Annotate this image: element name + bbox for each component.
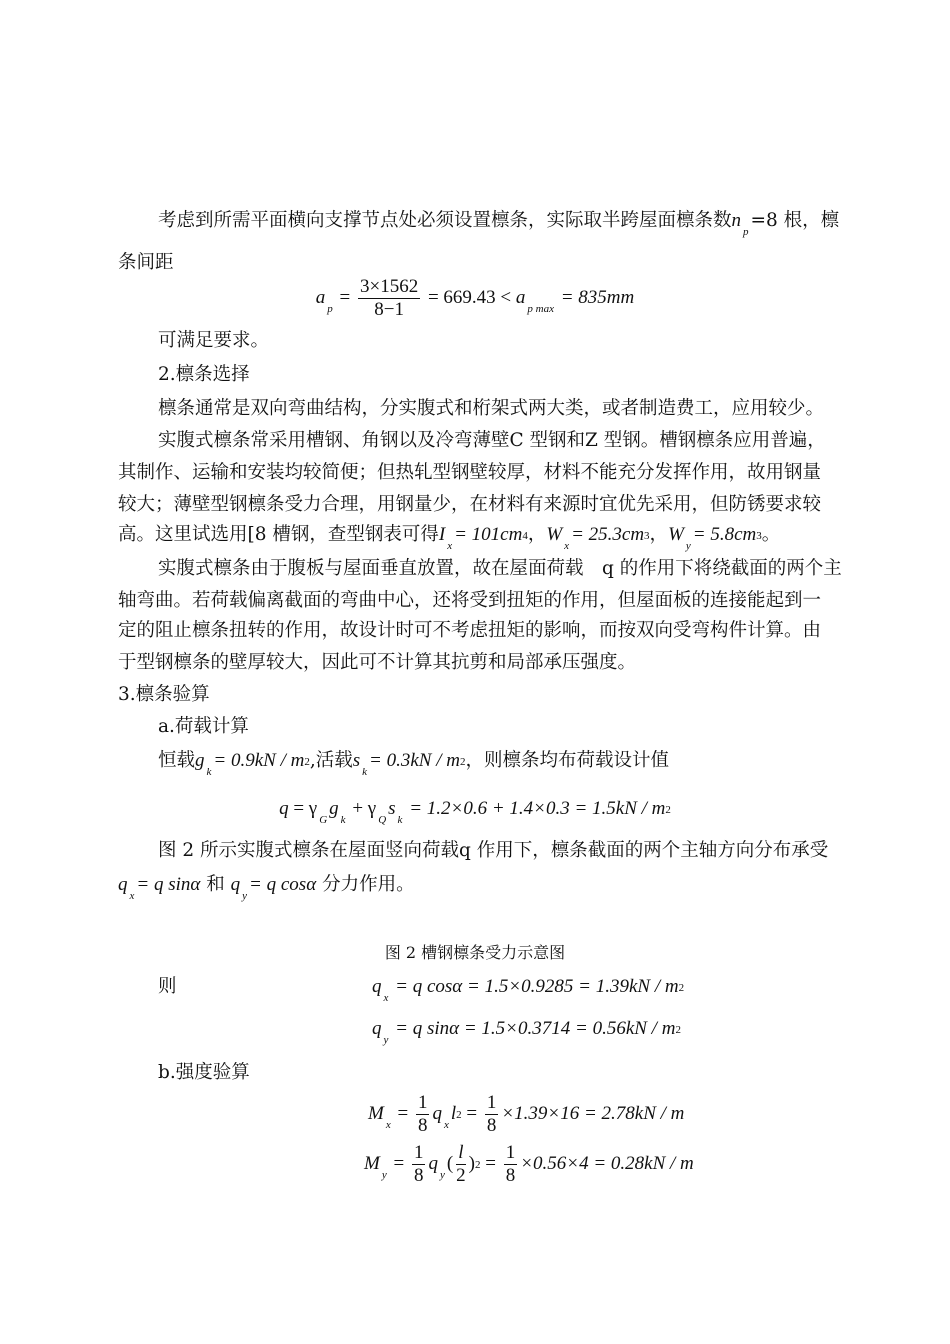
equals: = [393,1152,405,1174]
sub: x [385,1118,391,1131]
text: = 0.9kN / m [213,750,305,771]
text: = 0.3kN / m [369,750,460,771]
sub-p: p [743,226,749,238]
sup: 2 [675,1024,681,1036]
paragraph-line: 则 [158,976,177,997]
text: = 669.43 < [427,286,512,308]
text: 分力作用。 [322,874,415,895]
numerator: l [456,1142,466,1165]
sub: G [319,814,328,826]
var: g [329,798,339,819]
sub: k [340,814,346,826]
var-q: q [432,1102,442,1124]
paragraph-loads [158,748,669,776]
var: I [438,524,446,545]
subsection-heading: a.荷载计算 [158,716,249,737]
var-q: q [118,874,128,895]
var: s [388,798,396,819]
var-q: q [428,1152,438,1174]
var-q: q [372,976,382,997]
numerator: 1 [505,1142,516,1163]
sub: y [685,540,691,552]
var-m: M [368,1102,384,1124]
text: = 835mm [560,286,635,308]
paragraph-line: 檩条通常是双向弯曲结构，分实腹式和桁架式两大类，或者制造费工，应用较少。 [158,398,825,419]
sub: y [439,1168,445,1181]
text: + γ [352,798,377,819]
var-a: a [315,286,326,308]
var-q: q [372,1018,382,1039]
var-m: M [364,1152,380,1174]
figure-caption: 图 2 槽钢檩条受力示意图 [384,943,566,962]
sub: Q [378,814,387,826]
var-n: n [731,210,742,231]
text: = q cosα [249,874,317,895]
var-s: s [352,750,361,771]
sup: 2 [474,1158,481,1171]
text: ,活载 [309,750,353,771]
denominator: 8 [413,1165,424,1186]
var-l: l [450,1102,457,1124]
section-heading: 3.檩条验算 [118,684,210,705]
text: ， [649,524,669,545]
sup: 2 [678,982,685,994]
sup: 3 [644,530,650,542]
equals: = [339,286,351,308]
text: ，则檩条均布荷载设计值 [465,750,669,771]
sub: p [327,302,333,315]
text: = 1.2×0.6 + 1.4×0.3 = 1.5kN / m [409,798,666,819]
paragraph-section-props [118,522,780,550]
sub: k [362,766,368,778]
paren: ( [446,1152,454,1174]
equals: = [485,1152,496,1174]
var: W [546,524,563,545]
paragraph-line: 较大；薄壁型钢檩条受力合理，用钢量少，在材料有来源时宜优先采用，但防锈要求较 [118,494,822,515]
sub: y [381,1168,387,1181]
paragraph-purlin-count [158,208,839,236]
text: =8 根，檩 [750,210,840,231]
var-a: a [515,286,526,308]
sup: 3 [756,530,762,542]
text: 高。这里试选用[8 槽钢，查型钢表可得 [118,524,439,545]
equals: = [397,1102,409,1124]
fraction [412,1142,426,1187]
sub: x [383,992,389,1004]
denominator: 2 [456,1165,466,1186]
equals: = [466,1102,478,1124]
var: W [668,524,684,545]
var-g: g [195,750,205,771]
equation-mx [368,1092,684,1137]
denominator: 8 [417,1115,428,1136]
text: = 5.8cm [692,524,757,545]
fraction [456,1142,466,1187]
sup: 2 [459,756,466,768]
sub: x [564,540,570,552]
paragraph-line: 实腹式檩条由于腹板与屋面垂直放置，故在屋面荷载 q 的作用下将绕截面的两个主 [158,558,842,579]
denominator: 8 [486,1115,497,1136]
text: = q sinα [136,874,201,895]
var-q: q [230,874,241,895]
text: 和 [206,874,225,895]
text: = q cosα = 1.5×0.9285 = 1.39kN / m [395,976,679,997]
text: 恒载 [158,750,196,771]
var-q: q [279,798,289,819]
text: ×1.39×16 = 2.78kN / m [501,1102,685,1124]
paragraph-components [118,872,415,900]
equation-spacing [0,276,950,321]
text: 。 [761,524,781,545]
paragraph-line: 其制作、运输和安装均较简便；但热轧型钢壁较厚，材料不能充分发挥作用，故用钢量 [118,462,822,483]
equation-my [364,1142,694,1187]
sup: 2 [456,1108,462,1121]
paragraph-line: 可满足要求。 [158,330,270,351]
sup: 2 [304,756,310,768]
fraction [485,1092,499,1137]
numerator: 1 [413,1142,424,1163]
paragraph-line: 定的阻止檩条扭转的作用，故设计时可不考虑扭矩的影响，而按双向受弯构件计算。由 [118,620,822,641]
numerator: 1 [417,1092,428,1113]
text: = γ [293,798,318,819]
text: = 25.3cm [571,524,645,545]
paragraph-line: 图 2 所示实腹式檩条在屋面竖向荷载q 作用下，檩条截面的两个主轴方向分布承受 [158,840,829,861]
fraction [504,1142,518,1187]
denominator: 8 [505,1165,516,1186]
equation-qy [372,1016,681,1044]
sub: p max [527,302,554,315]
paren: ) [468,1152,475,1174]
text: ×0.56×4 = 0.28kN / m [520,1152,694,1174]
sub: y [383,1034,389,1046]
text: = 101cm [454,524,523,545]
paragraph-line: 实腹式檩条常采用槽钢、角钢以及冷弯薄壁C 型钢和Z 型钢。槽钢檩条应用普遍， [158,430,826,451]
sub: x [447,540,453,552]
sub: k [206,766,212,778]
sub: y [242,890,248,902]
fraction [416,1092,430,1137]
fraction [358,276,420,321]
text: = q sinα = 1.5×0.3714 = 0.56kN / m [395,1018,676,1039]
text: ， [527,524,547,545]
sub: k [397,814,403,826]
sub: x [443,1118,449,1131]
equation-qx [372,974,684,1002]
paragraph-line: 轴弯曲。若荷载偏离截面的弯曲中心，还将受到扭矩的作用，但屋面板的连接能起到一 [118,590,822,611]
text: 考虑到所需平面横向支撑节点处必须设置檩条，实际取半跨屋面檩条数 [158,210,732,231]
numerator: 1 [486,1092,497,1113]
sub: x [129,890,135,902]
paragraph-line: 条间距 [118,252,174,273]
equation-design-load [0,796,950,824]
sup: 2 [665,804,671,816]
subsection-heading: b.强度验算 [158,1062,250,1083]
section-heading: 2.檩条选择 [158,364,250,385]
denominator: 8−1 [374,299,404,320]
paragraph-line: 于型钢檩条的壁厚较大，因此可不计算其抗剪和局部承压强度。 [118,652,637,673]
sup: 4 [522,530,528,542]
numerator: 3×1562 [359,276,419,297]
